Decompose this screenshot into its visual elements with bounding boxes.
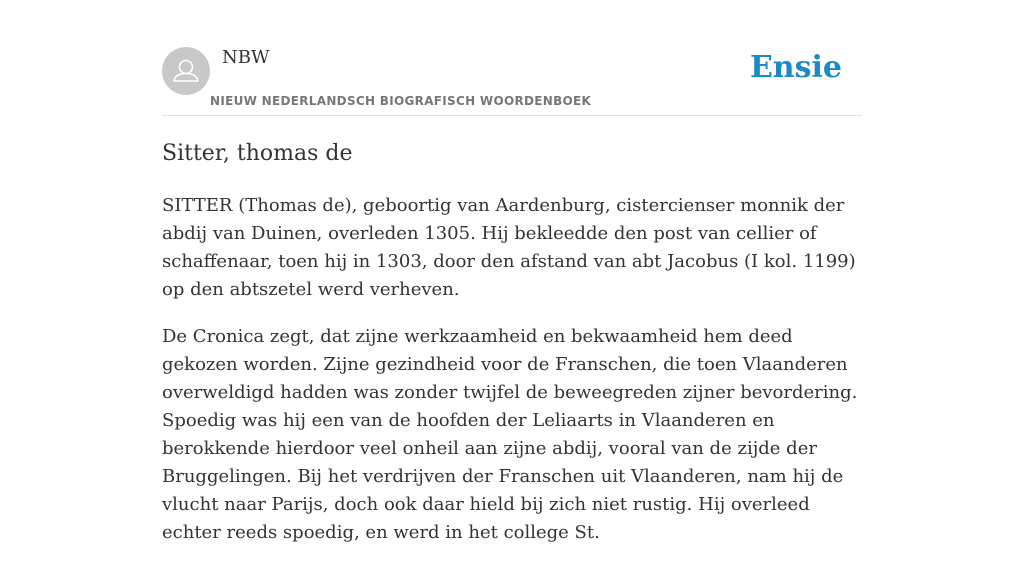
source-avatar[interactable] [162, 47, 210, 95]
user-icon [162, 47, 210, 95]
article-body [162, 192, 862, 566]
source-name[interactable]: NBW [222, 47, 270, 68]
article-title: Sitter, thomas de [162, 141, 353, 166]
source-full-name: NIEUW NEDERLANDSCH BIOGRAFISCH WOORDENBOEK [210, 94, 592, 108]
source-header [162, 0, 862, 116]
article-paragraph: SITTER (Thomas de), geboortig van Aardenburg, cistercienser monnik der abdij van Duinen, overleden 1305. Hij bekleedde den post van cellier of schaffenaar, toen hij in 1303, door den afstand van abt Jacobus (I kol. 1199) op den abtszetel werd verheven. [162, 195, 856, 300]
brand-logo[interactable]: Ensie [749, 50, 842, 85]
article-paragraph: De Cronica zegt, dat zijne werkzaamheid en bekwaamheid hem deed gekozen worden. Zijne gezindheid voor de Franschen, die toen Vlaanderen overweldigd hadden was zonder twijfel de beweegreden zijner bevordering. Spoedig was hij een van de hoofden der Leliaarts in Vlaanderen en berokkende hierdoor veel onheil aan zijne abdij, vooral van de zijde der Bruggelingen. Bij het verdrijven der Franschen uit Vlaanderen, nam hij de vlucht naar Parijs, doch ook daar hield bij zich niet rustig. Hij overleed echter reeds spoedig, en werd in het college St. [162, 326, 858, 543]
